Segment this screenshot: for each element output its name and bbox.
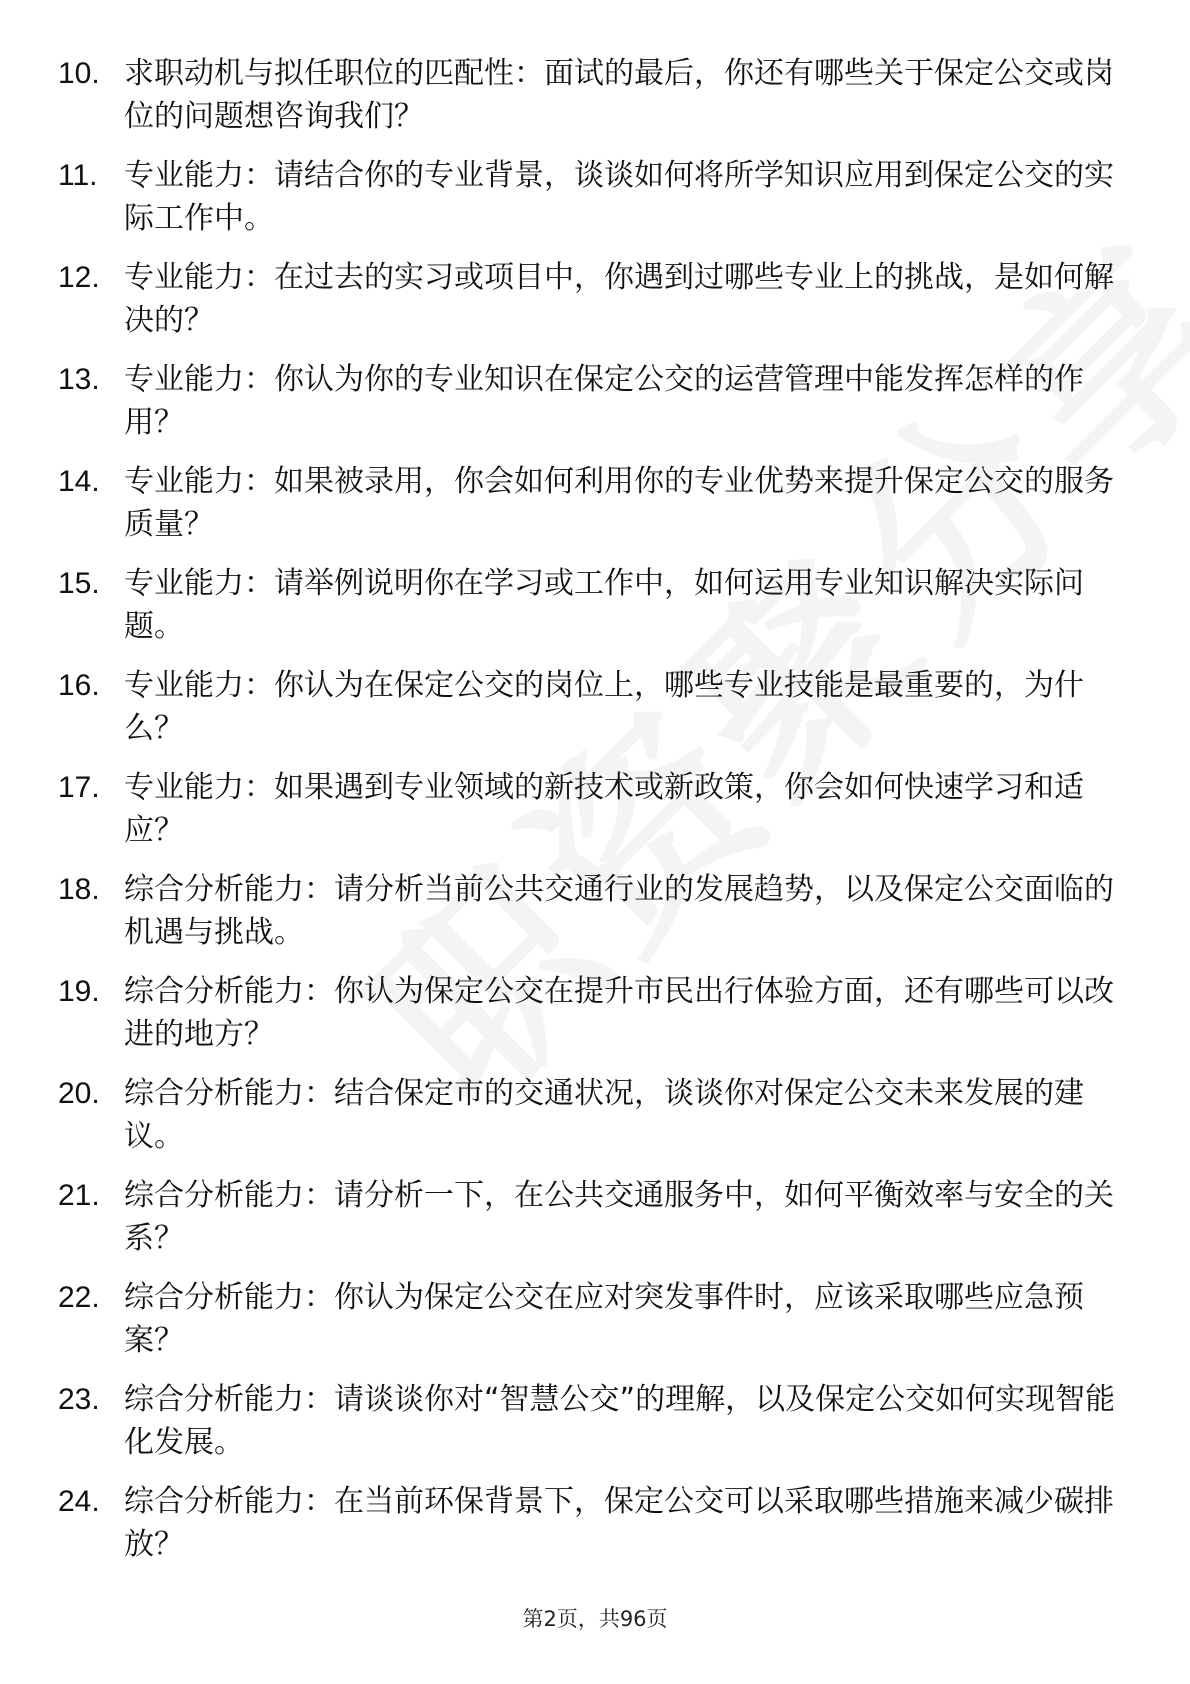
question-text: 求职动机与拟任职位的匹配性：面试的最后，你还有哪些关于保定公交或岗位的问题想咨询我们？ (124, 56, 1114, 134)
question-item (58, 1276, 1118, 1362)
question-text: 综合分析能力：请谈谈你对“智慧公交”的理解，以及保定公交如何实现智能化发展。 (124, 1382, 1116, 1460)
question-number: 11. (58, 159, 98, 192)
question-number: 21. (58, 1179, 100, 1212)
question-item (58, 52, 1118, 138)
question-item (58, 1072, 1118, 1158)
question-item (58, 868, 1118, 954)
question-item (58, 1480, 1118, 1566)
question-text: 综合分析能力：请分析当前公共交通行业的发展趋势，以及保定公交面临的机遇与挑战。 (124, 872, 1114, 950)
question-text: 综合分析能力：结合保定市的交通状况，谈谈你对保定公交未来发展的建议。 (124, 1076, 1084, 1154)
question-item (58, 664, 1118, 750)
question-number: 22. (58, 1281, 100, 1314)
question-list (58, 52, 1118, 1582)
question-item (58, 460, 1118, 546)
question-number: 20. (58, 1077, 100, 1110)
question-number: 18. (58, 873, 100, 906)
question-item (58, 154, 1118, 240)
question-text: 专业能力：你认为在保定公交的岗位上，哪些专业技能是最重要的，为什么？ (124, 668, 1084, 746)
question-number: 14. (58, 465, 100, 498)
page-footer: 第2页，共96页 (522, 1607, 668, 1631)
question-number: 15. (58, 567, 100, 600)
question-text: 综合分析能力：你认为保定公交在提升市民出行体验方面，还有哪些可以改进的地方？ (124, 974, 1114, 1052)
question-text: 综合分析能力：你认为保定公交在应对突发事件时，应该采取哪些应急预案？ (124, 1280, 1084, 1358)
question-text: 专业能力：请结合你的专业背景，谈谈如何将所学知识应用到保定公交的实际工作中。 (124, 158, 1114, 236)
question-text: 专业能力：在过去的实习或项目中，你遇到过哪些专业上的挑战，是如何解决的？ (124, 260, 1114, 338)
question-item (58, 1378, 1118, 1464)
question-item (58, 766, 1118, 852)
question-item (58, 1174, 1118, 1260)
question-text: 专业能力：如果遇到专业领域的新技术或新政策，你会如何快速学习和适应？ (124, 770, 1084, 848)
question-number: 10. (58, 57, 100, 90)
question-text: 综合分析能力：在当前环保背景下，保定公交可以采取哪些措施来减少碳排放？ (124, 1484, 1114, 1562)
question-number: 19. (58, 975, 100, 1008)
question-item (58, 562, 1118, 648)
question-text: 综合分析能力：请分析一下，在公共交通服务中，如何平衡效率与安全的关系？ (124, 1178, 1114, 1256)
question-number: 24. (58, 1485, 100, 1518)
question-item (58, 358, 1118, 444)
question-number: 23. (58, 1383, 100, 1416)
question-number: 12. (58, 261, 100, 294)
question-item (58, 970, 1118, 1056)
question-number: 13. (58, 363, 100, 396)
question-number: 16. (58, 669, 100, 702)
question-number: 17. (58, 771, 100, 804)
question-text: 专业能力：请举例说明你在学习或工作中，如何运用专业知识解决实际问题。 (124, 566, 1084, 644)
question-text: 专业能力：如果被录用，你会如何利用你的专业优势来提升保定公交的服务质量？ (124, 464, 1114, 542)
question-text: 专业能力：你认为你的专业知识在保定公交的运营管理中能发挥怎样的作用？ (124, 362, 1084, 440)
question-item (58, 256, 1118, 342)
